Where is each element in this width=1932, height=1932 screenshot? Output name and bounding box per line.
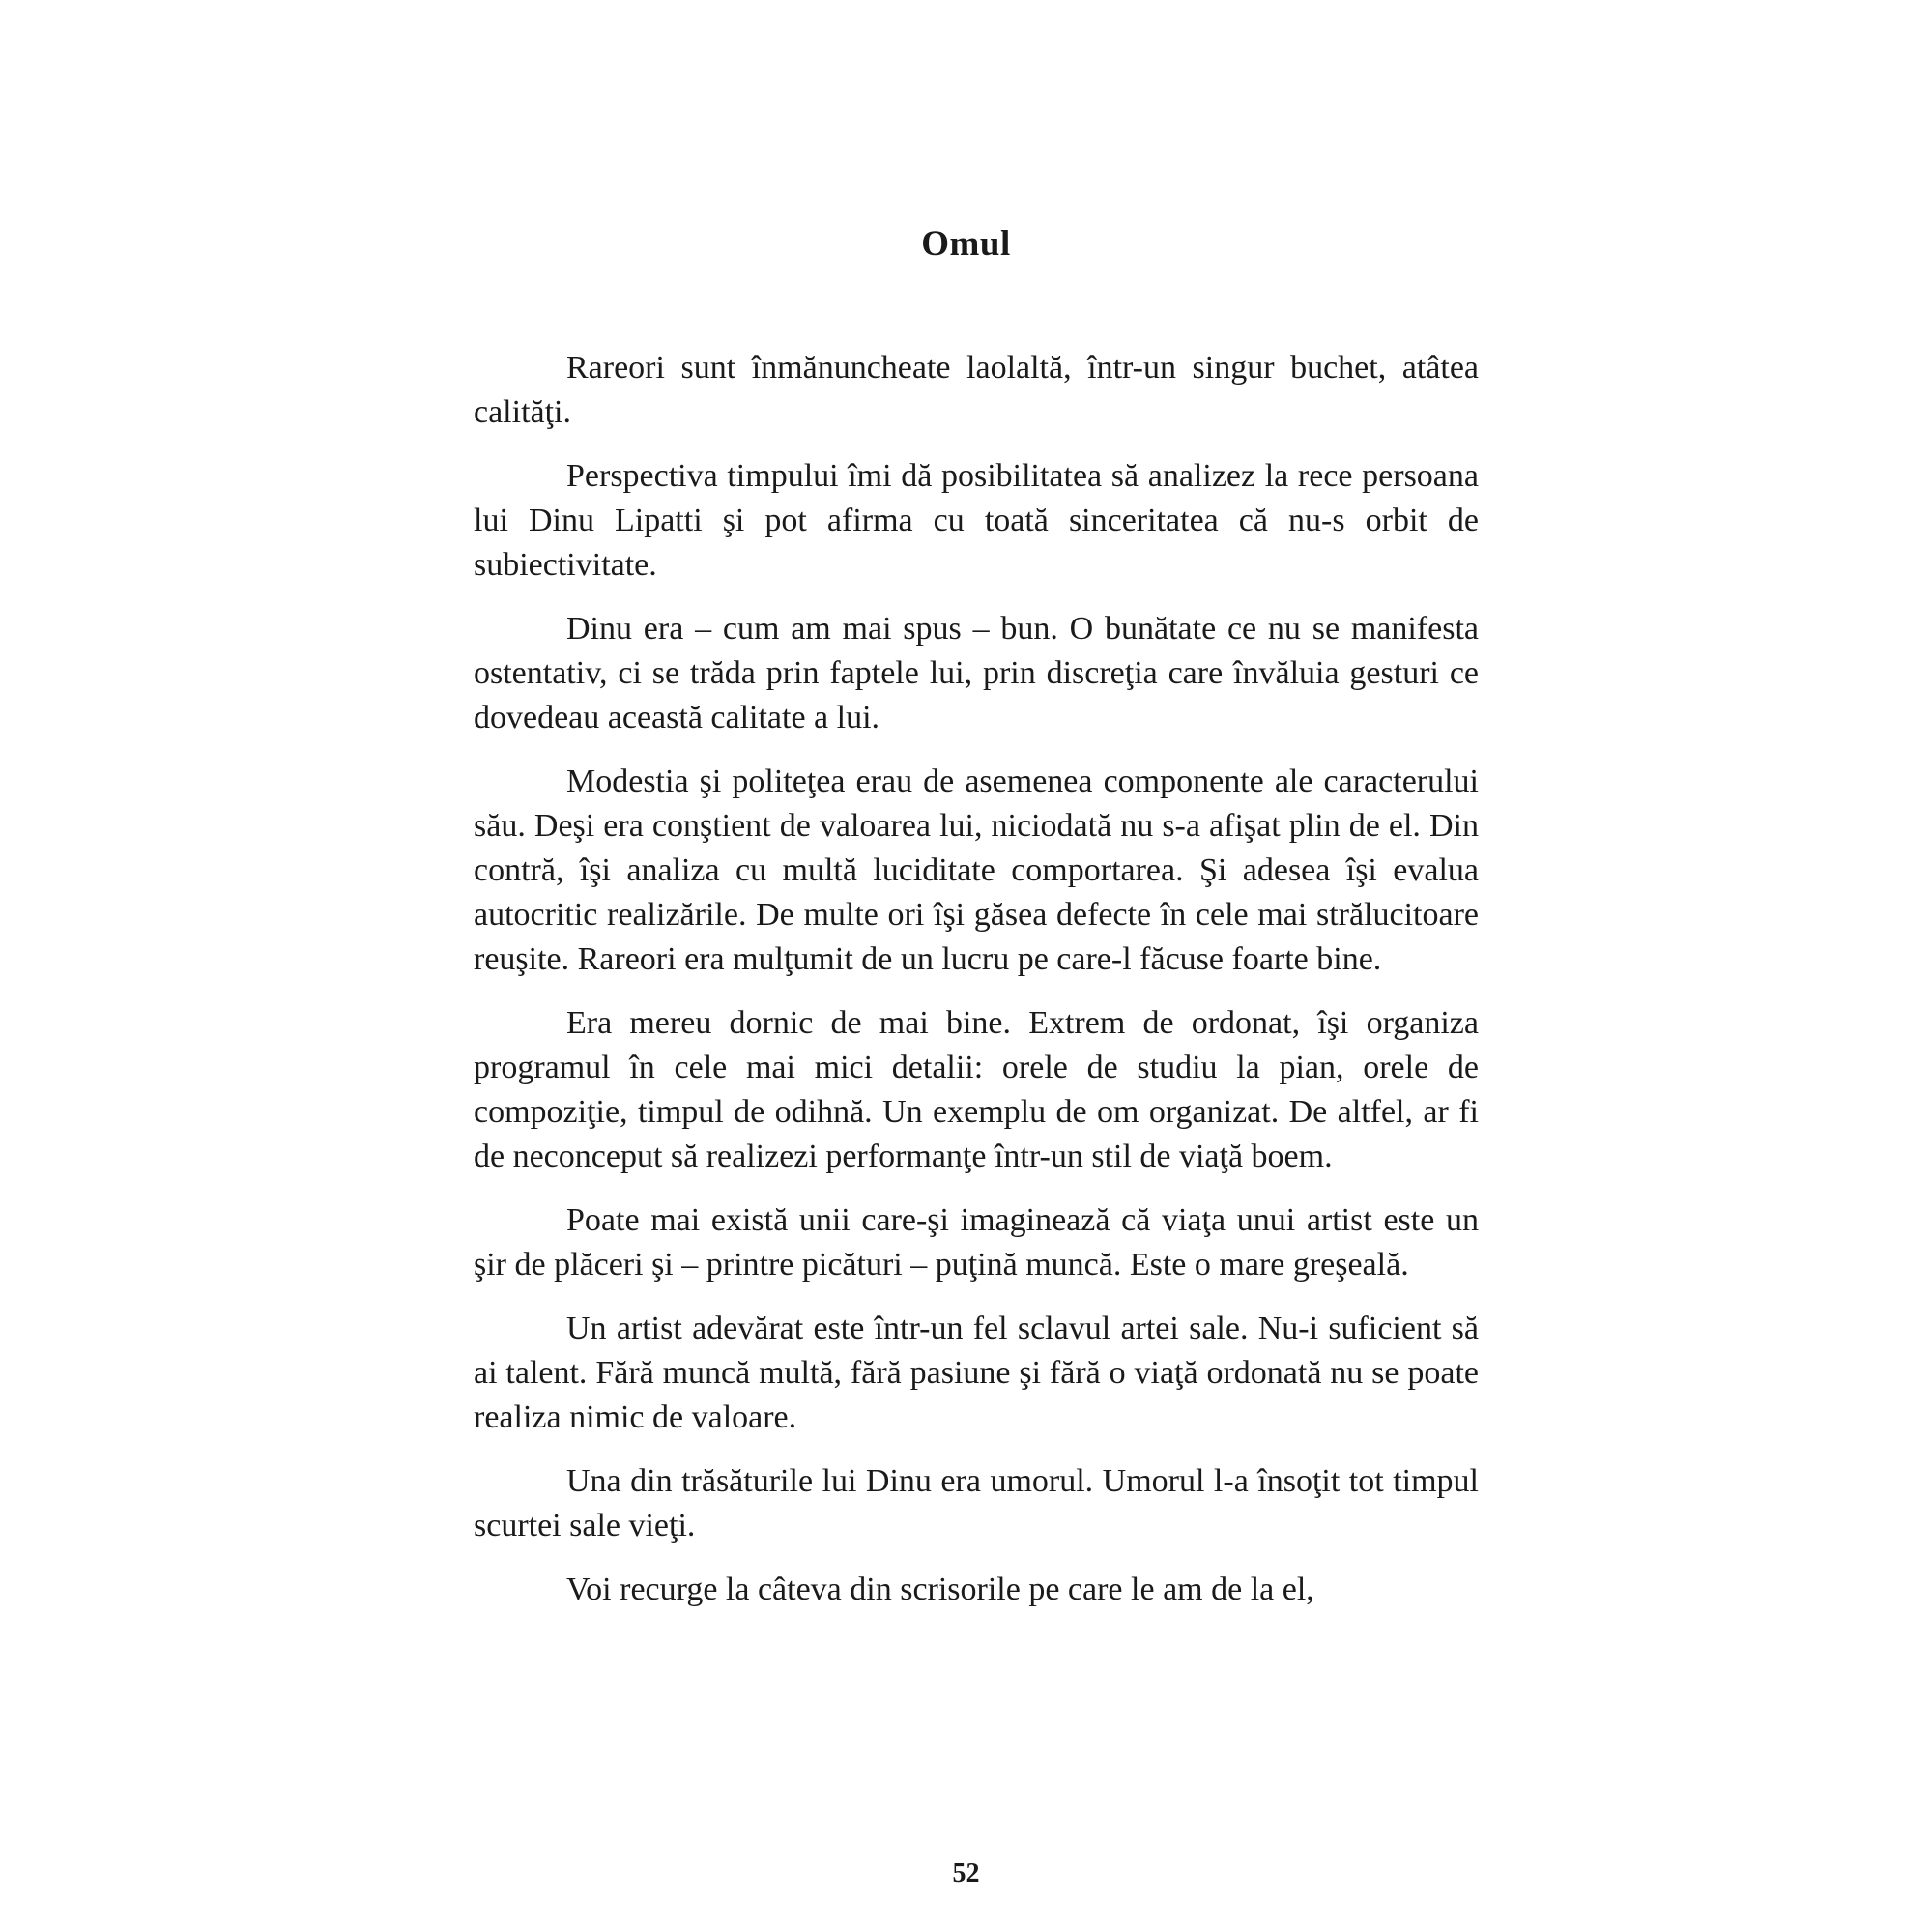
- paragraph: Dinu era – cum am mai spus – bun. O bunătate ce nu se manifesta ostentativ, ci se trăda prin faptele lui, prin discreţia care învăluia gesturi ce dovedeau această calitate a lui.: [474, 611, 1479, 735]
- paragraph: Poate mai există unii care-şi imaginează că viaţa unui artist este un şir de plăceri şi – printre picături – puţină muncă. Este o mare greşeală.: [474, 1202, 1479, 1283]
- chapter-title: Omul: [921, 224, 1011, 264]
- paragraph: Rareori sunt înmănuncheate laolaltă, într-un singur buchet, atâtea calităţi.: [474, 350, 1479, 430]
- paragraph: Un artist adevărat este într-un fel sclavul artei sale. Nu-i suficient să ai talent. Fără muncă multă, fără pasiune şi fără o viaţă ordonată nu se poate realiza nimic de valoare.: [474, 1311, 1479, 1435]
- paragraph: Una din trăsăturile lui Dinu era umorul. Umorul l-a însoţit tot timpul scurtei sale vieţi.: [474, 1463, 1479, 1543]
- paragraph: Era mereu dornic de mai bine. Extrem de ordonat, îşi organiza programul în cele mai mici detalii: orele de studiu la pian, orele de compoziţie, timpul de odihnă. Un exemplu de om organizat. De altfel, ar fi de neconceput să realizezi performanţe într-un stil de viaţă boem.: [474, 1005, 1479, 1174]
- body-text: [474, 346, 1479, 1631]
- paragraph: Voi recurge la câteva din scrisorile pe care le am de la el,: [566, 1572, 1314, 1607]
- page-number: 52: [952, 1859, 980, 1889]
- paragraph: Perspectiva timpului îmi dă posibilitatea să analizez la rece persoana lui Dinu Lipatti şi pot afirma cu toată sinceritatea că nu-s orbit de subiectivitate.: [474, 458, 1479, 583]
- paragraph: Modestia şi politeţea erau de asemenea componente ale caracterului său. Deşi era conştient de valoarea lui, niciodată nu s-a afişat plin de el. Din contră, îşi analiza cu multă luciditate comportarea. Şi adesea îşi evalua autocritic realizările. De multe ori îşi găsea defecte în cele mai strălucitoare reuşite. Rareori era mulţumit de un lucru pe care-l făcuse foarte bine.: [474, 764, 1479, 977]
